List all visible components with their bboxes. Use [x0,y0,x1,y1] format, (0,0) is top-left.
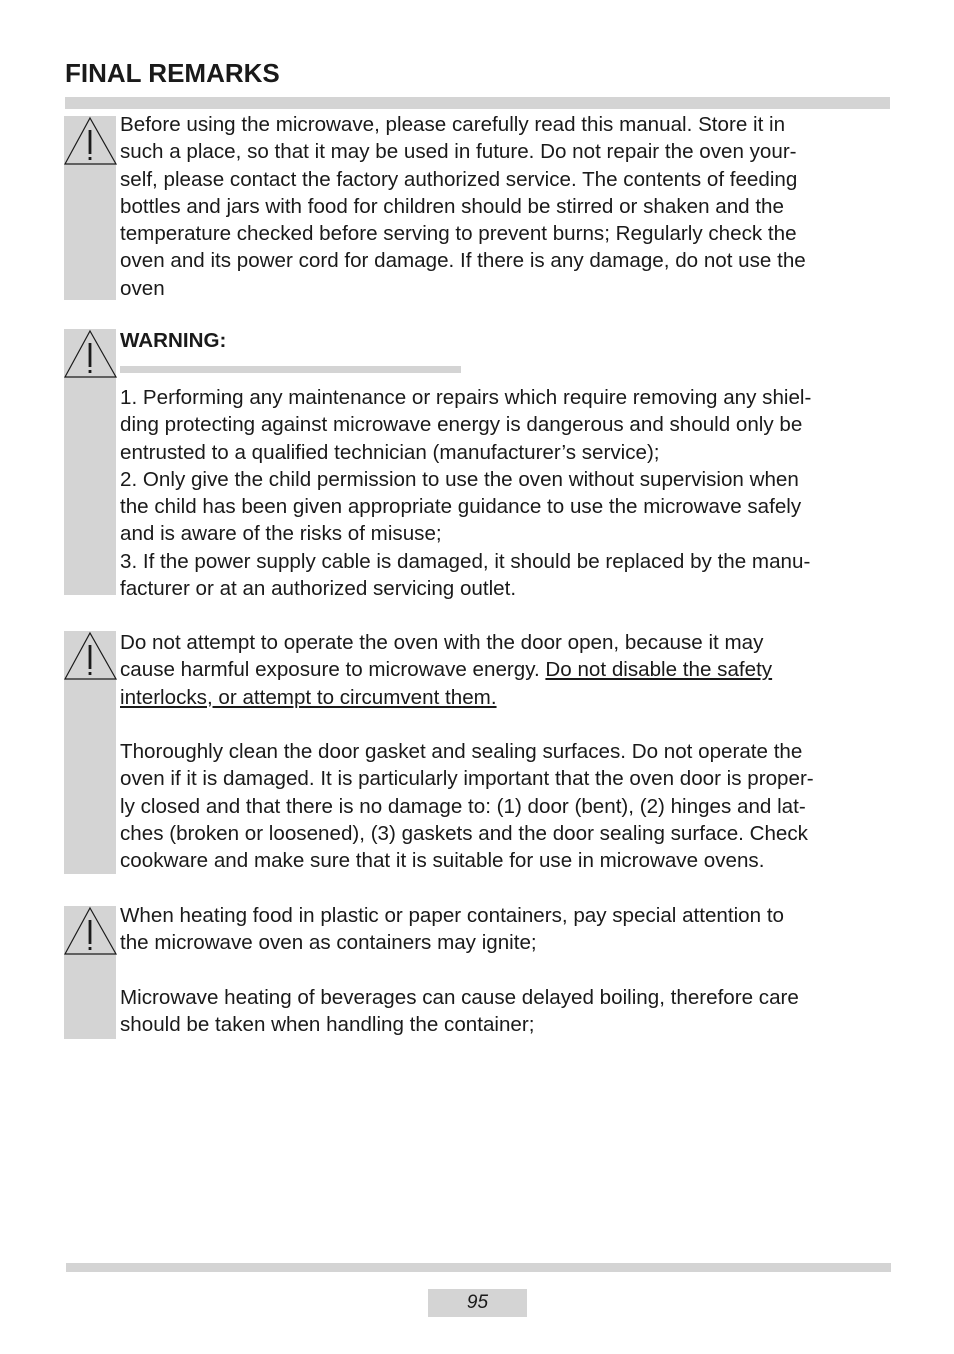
title-divider [65,97,890,109]
warning-triangle-icon [64,631,118,681]
safety-interlock-note: Do not disable the safety interlocks, or attempt to circumvent them. [120,658,773,709]
remark-text: Thoroughly clean the door gasket and sealing surfaces. Do not operate the oven if it is damaged. It is particularly important that the oven door is proper- ly closed and that there is no damage to: (1) door (bent), (2) hinges and lat- ches (broken or loosened), (3) gaskets and the door sealing surface. Check cookware and make sure that it is suitable for use in microwave ovens. [120,740,814,873]
page-number: 95 [428,1289,527,1317]
remark-text: When heating food in plastic or paper containers, pay special attention to the microwave oven as containers may ignite; [120,904,784,955]
remark-section-3 [64,631,890,874]
warning-list-text: 1. Performing any maintenance or repairs which require removing any shiel- ding protecting against microwave energy is dangerous and should only be entrusted to a qualified technician (manufacturer’s service); 2. Only give the child permission to use the oven without supervision when the child has been given appropriate guidance to use the microwave safely and is aware of the risks of misuse; 3. If the power supply cable is damaged, it should be replaced by the manu- facturer or at an authorized servicing outlet. [120,386,812,601]
remark-text-part: Do not attempt to operate the oven with the door open, because it may cause harmful exposure to microwave energy. [120,631,764,682]
page-title: FINAL REMARKS [65,58,280,88]
warning-heading-divider [120,366,461,373]
remark-text [120,629,890,711]
warning-heading: WARNING: [120,329,227,352]
warning-triangle-icon [64,329,118,379]
warning-section [64,329,890,601]
warning-triangle-icon [64,116,118,166]
footer-divider [66,1263,891,1272]
remark-section-4 [64,906,890,1039]
remark-text: Before using the microwave, please carefully read this manual. Store it in such a place, so that it may be used in future. Do not repair the oven your- self, please contact the factory authorized service. The contents of feeding bottles and jars with food for children should be stirred or shaken and the temperature checked before serving to prevent burns; Regularly check the oven and its power cord for damage. If there is any damage, do not use the oven [120,113,806,300]
warning-triangle-icon [64,906,118,956]
remark-text: Microwave heating of beverages can cause delayed boiling, therefore care should be taken when handling the container; [120,986,799,1037]
remark-section-1 [64,113,890,300]
